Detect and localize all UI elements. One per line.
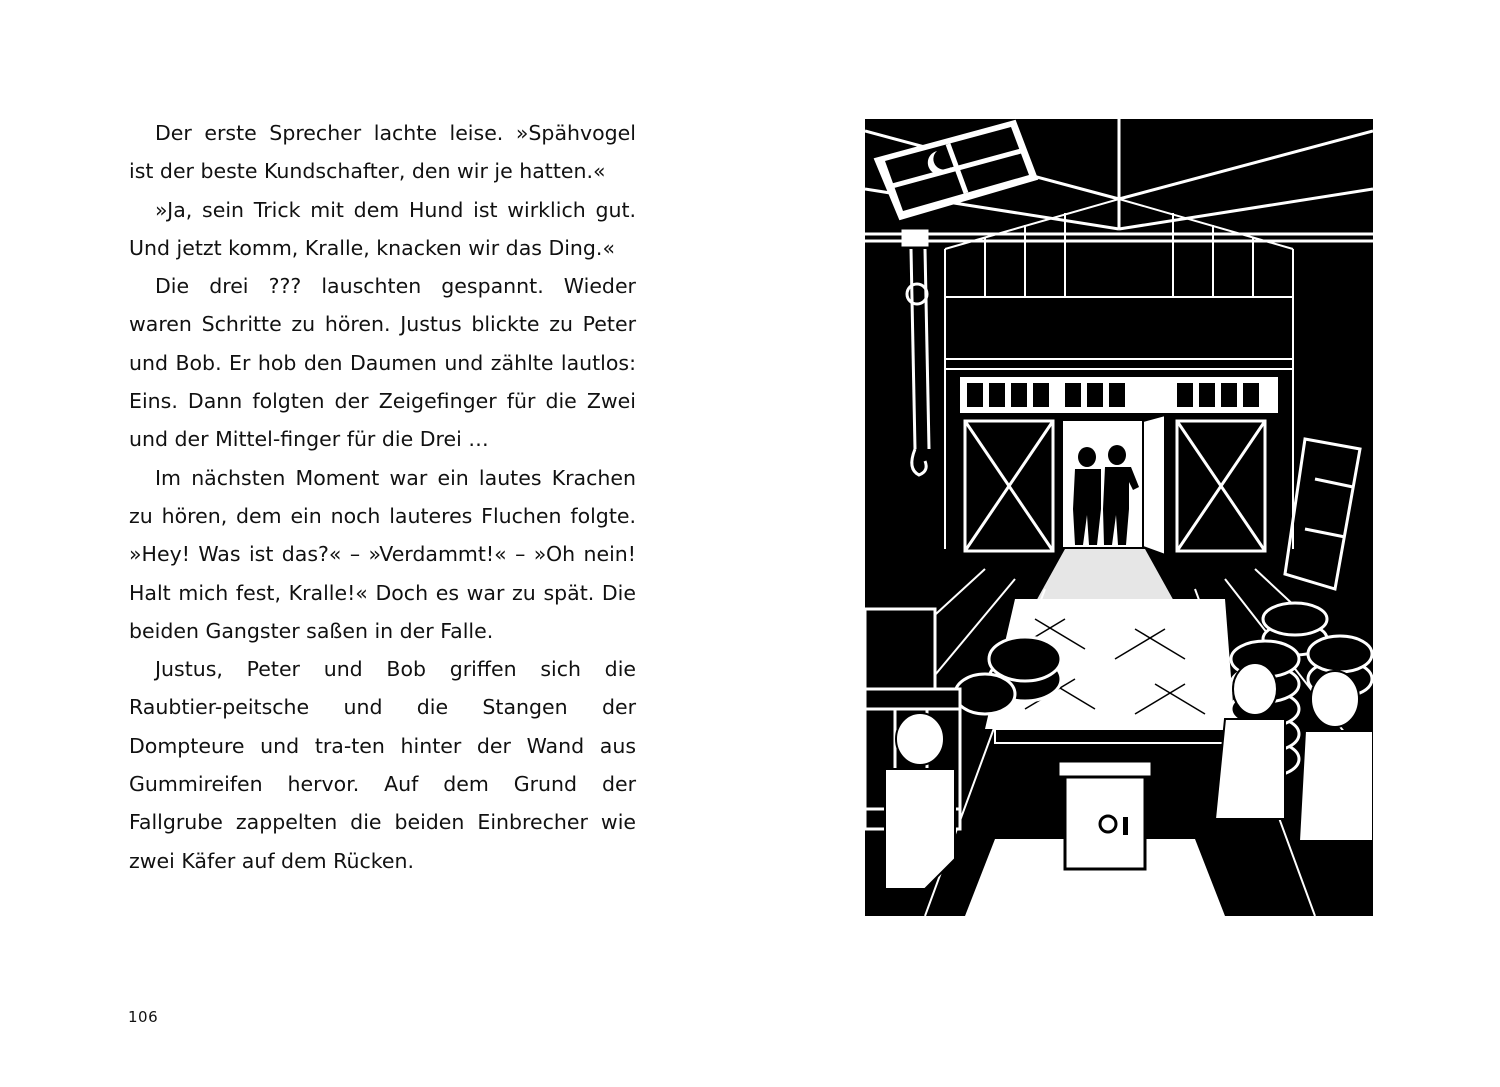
- barn-scene-drawing: [865, 119, 1373, 916]
- paragraph: Der erste Sprecher lachte leise. »Spähvogel ist der beste Kundschafter, den wir je hatten.«: [129, 121, 636, 184]
- page-number: 106: [128, 1008, 159, 1026]
- body-text: [129, 114, 636, 880]
- illustration: [865, 119, 1373, 916]
- pit-edge: [995, 729, 1225, 743]
- paragraph: Die drei ??? lauschten gespannt. Wieder waren Schritte zu hören. Justus blickte zu Peter und Bob. Er hob den Daumen und zählte lautlos: Eins. Dann folgten der Zeigefinger für die Zwei und der Mittel-finger für die Drei …: [129, 274, 636, 452]
- paragraph: »Ja, sein Trick mit dem Hund ist wirklich gut. Und jetzt komm, Kralle, knacken wir das Ding.«: [129, 197, 636, 260]
- paragraph: Im nächsten Moment war ein lautes Krachen zu hören, dem ein noch lauteres Fluchen folgte. »Hey! Was ist das?« – »Verdammt!« – »Oh nein! Halt mich fest, Kralle!« Doch es war zu spät. Die beiden Gangster saßen in der Falle.: [129, 465, 636, 643]
- paragraph: Justus, Peter und Bob griffen sich die Raubtier-peitsche und die Stangen der Dompteure und tra-ten hinter der Wand aus Gummireifen hervor. Auf dem Grund der Fallgrube zappelten die beiden Einbrecher wie zwei Käfer auf dem Rücken.: [129, 657, 636, 873]
